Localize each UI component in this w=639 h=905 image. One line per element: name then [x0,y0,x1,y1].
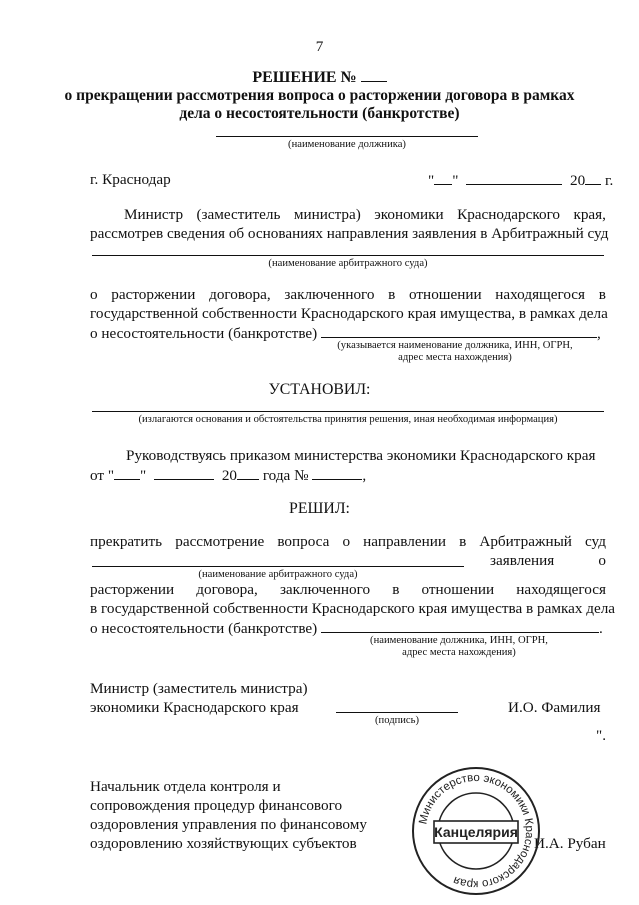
title-subline-1: о прекращении рассмотрения вопроса о расторжении договора в рамках [64,87,575,104]
court-name-caption-2: (наименование арбитражного суда) [198,569,358,580]
signatory-line-1: Министр (заместитель министра) [90,680,308,697]
debtor-name-caption: (наименование должника) [288,139,406,150]
decision-line-2: заявления о [490,552,606,569]
order-month-blank [154,466,214,480]
intro-line-1: Министр (заместитель министра) экономики Краснодарского края, [124,206,606,223]
city: г. Краснодар [90,171,171,188]
order-year-blank [237,466,259,480]
debtor-details2-caption-1: (наименование должника, ИНН, ОГРН, [370,635,548,646]
court-name-caption: (наименование арбитражного суда) [268,258,428,269]
court-name-line [92,255,604,256]
head-line-1: Начальник отдела контроля и [90,778,281,795]
decision-line-3: расторжении договора, заключенного в отношении находящегося [90,581,606,598]
para2-line-2: государственной собственности Краснодарского края имущества, в рамках дела [90,305,608,322]
signatory-name: И.О. Фамилия [508,699,601,716]
debtor-details2-caption-2: адрес места нахождения) [402,647,516,658]
intro-line-2: рассмотрев сведения об основаниях направления заявления в Арбитражный суд [90,225,609,242]
decision-number-blank [361,68,387,82]
page-number: 7 [315,38,324,55]
head-line-4: оздоровлению хозяйствующих субъектов [90,835,357,852]
office-stamp [410,765,542,897]
grounds-caption: (излагаются основания и обстоятельства принятия решения, иная необходимая информация) [138,414,558,425]
signature-caption: (подпись) [375,715,419,726]
guided-line-1: Руководствуясь приказом министерства экономики Краснодарского края [126,447,596,464]
order-number-blank [312,466,362,480]
decision-line-5: о несостоятельности (банкротстве) . [90,620,603,637]
stamp-outer-text: Министерство экономики Краснодарского края [417,771,536,891]
closing-quote: ". [596,727,606,744]
para2-line-1: о расторжении договора, заключенного в отношении находящегося в [90,286,606,303]
document-title [0,68,639,87]
head-line-2: сопровождения процедур финансового [90,797,343,814]
title-text: РЕШЕНИЕ № [252,69,357,86]
stamp-center-text: Канцелярия [434,824,518,840]
order-day-blank [114,466,140,480]
head-name: И.А. Рубан [534,835,606,852]
date-field: " " 20 г. [428,172,614,189]
signature-line [336,712,458,713]
title-subline-2: дела о несостоятельности (банкротстве) [179,105,460,122]
head-line-3: оздоровления управления по финансовому [90,816,367,833]
day-blank [434,171,452,185]
court-name-line-2 [92,566,464,567]
grounds-line [92,411,604,412]
month-blank [466,171,562,185]
signatory-line-2: экономики Краснодарского края [90,699,299,716]
decision-line-4: в государственной собственности Краснодарского края имущества в рамках дела [90,600,616,617]
debtor-details-blank [321,324,597,338]
debtor-details-caption-2: адрес места нахождения) [398,352,512,363]
debtor-name-line [216,136,478,137]
year-blank [585,171,601,185]
decided-heading: РЕШИЛ: [289,500,350,517]
established-heading: УСТАНОВИЛ: [268,381,371,398]
decision-line-1: прекратить рассмотрение вопроса о направлении в Арбитражный суд [90,533,606,550]
guided-line-2: от " " 20 года № , [90,467,367,484]
debtor-details-blank-2 [321,619,599,633]
para2-line-3: о несостоятельности (банкротстве) , [90,325,601,342]
debtor-details-caption-1: (указывается наименование должника, ИНН, ОГРН, [337,340,573,351]
